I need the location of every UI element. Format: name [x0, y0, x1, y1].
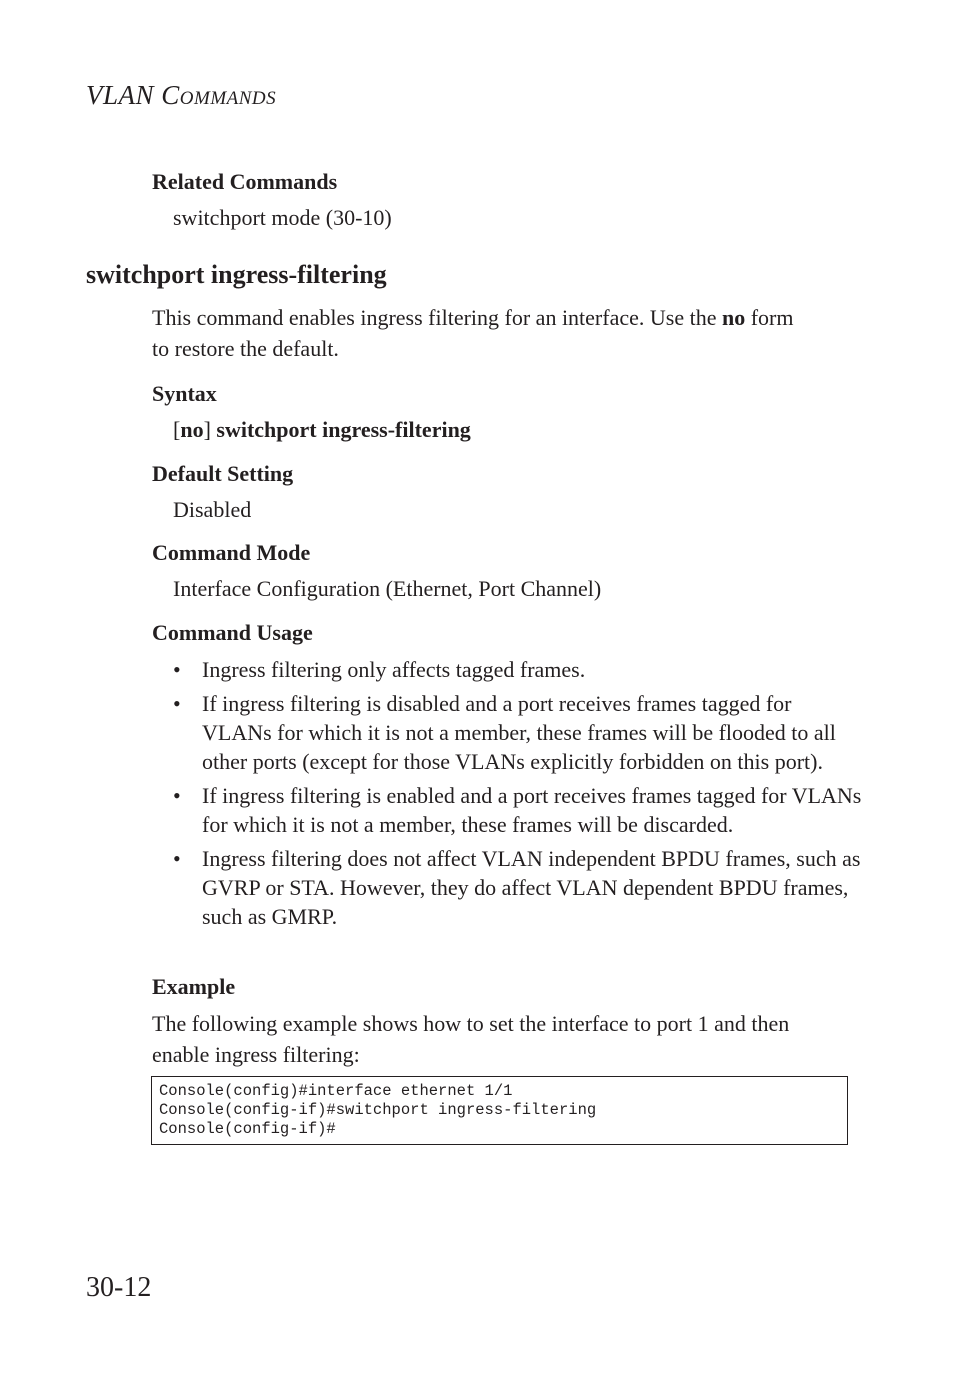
list-item: [173, 844, 863, 931]
example-heading: Example: [152, 974, 236, 999]
description-text-a: This command enables ingress filtering for an interface. Use the: [152, 305, 722, 330]
usage-item-2: If ingress filtering is disabled and a port receives frames tagged for VLANs for which it is not a member, these frames will be flooded to all other ports (except for those VLANs explicitly forbidden on this port).: [202, 691, 836, 774]
description-line-1: [152, 302, 794, 333]
section-title: switchport ingress-filtering: [86, 260, 387, 289]
default-setting-value: Disabled: [173, 497, 252, 522]
command-usage-heading: Command Usage: [152, 620, 313, 645]
running-head-caps: VLAN C: [86, 80, 180, 110]
usage-item-3: If ingress filtering is enabled and a port receives frames tagged for VLANs for which it is not a member, these frames will be discarded.: [202, 783, 862, 837]
running-head-smallcaps: OMMANDS: [179, 88, 277, 109]
list-item: [173, 781, 863, 839]
page-number: 30-12: [86, 1272, 152, 1303]
code-example-box: [151, 1076, 848, 1145]
command-mode-heading: Command Mode: [152, 540, 311, 565]
code-line-2: Console(config-if)#switchport ingress-filtering: [159, 1101, 597, 1119]
syntax-close-bracket: ]: [203, 417, 211, 442]
list-item: [173, 655, 863, 684]
default-setting-heading: Default Setting: [152, 461, 294, 486]
running-head: [86, 80, 276, 111]
bullet-1: •: [173, 657, 181, 682]
command-usage-list: [173, 655, 863, 936]
example-description-line-2: enable ingress filtering:: [152, 1042, 360, 1067]
bullet-4: •: [173, 846, 181, 871]
bullet-2: •: [173, 691, 181, 716]
syntax-line: [173, 414, 471, 445]
syntax-open-bracket: [: [173, 417, 181, 442]
description-line-2: to restore the default.: [152, 336, 339, 361]
bullet-3: •: [173, 783, 181, 808]
related-commands-heading: Related Commands: [152, 169, 338, 194]
usage-item-1: Ingress filtering only affects tagged frames.: [202, 657, 586, 682]
example-description-line-1: The following example shows how to set the interface to port 1 and then: [152, 1011, 790, 1036]
syntax-heading: Syntax: [152, 381, 217, 406]
usage-item-4: Ingress filtering does not affect VLAN independent BPDU frames, such as GVRP or STA. However, they do affect VLAN dependent BPDU frames, such as GMRP.: [202, 846, 861, 929]
list-item: [173, 689, 863, 776]
description-no-keyword: no: [721, 305, 746, 330]
related-commands-link: switchport mode (30-10): [173, 205, 392, 230]
code-line-3: Console(config-if)#: [159, 1120, 336, 1138]
syntax-no: no: [180, 417, 204, 442]
code-line-1: Console(config)#interface ethernet 1/1: [159, 1082, 513, 1100]
description-text-b: form: [745, 305, 794, 330]
syntax-command: switchport ingress-filtering: [210, 417, 471, 442]
command-mode-value: Interface Configuration (Ethernet, Port Channel): [173, 576, 602, 601]
